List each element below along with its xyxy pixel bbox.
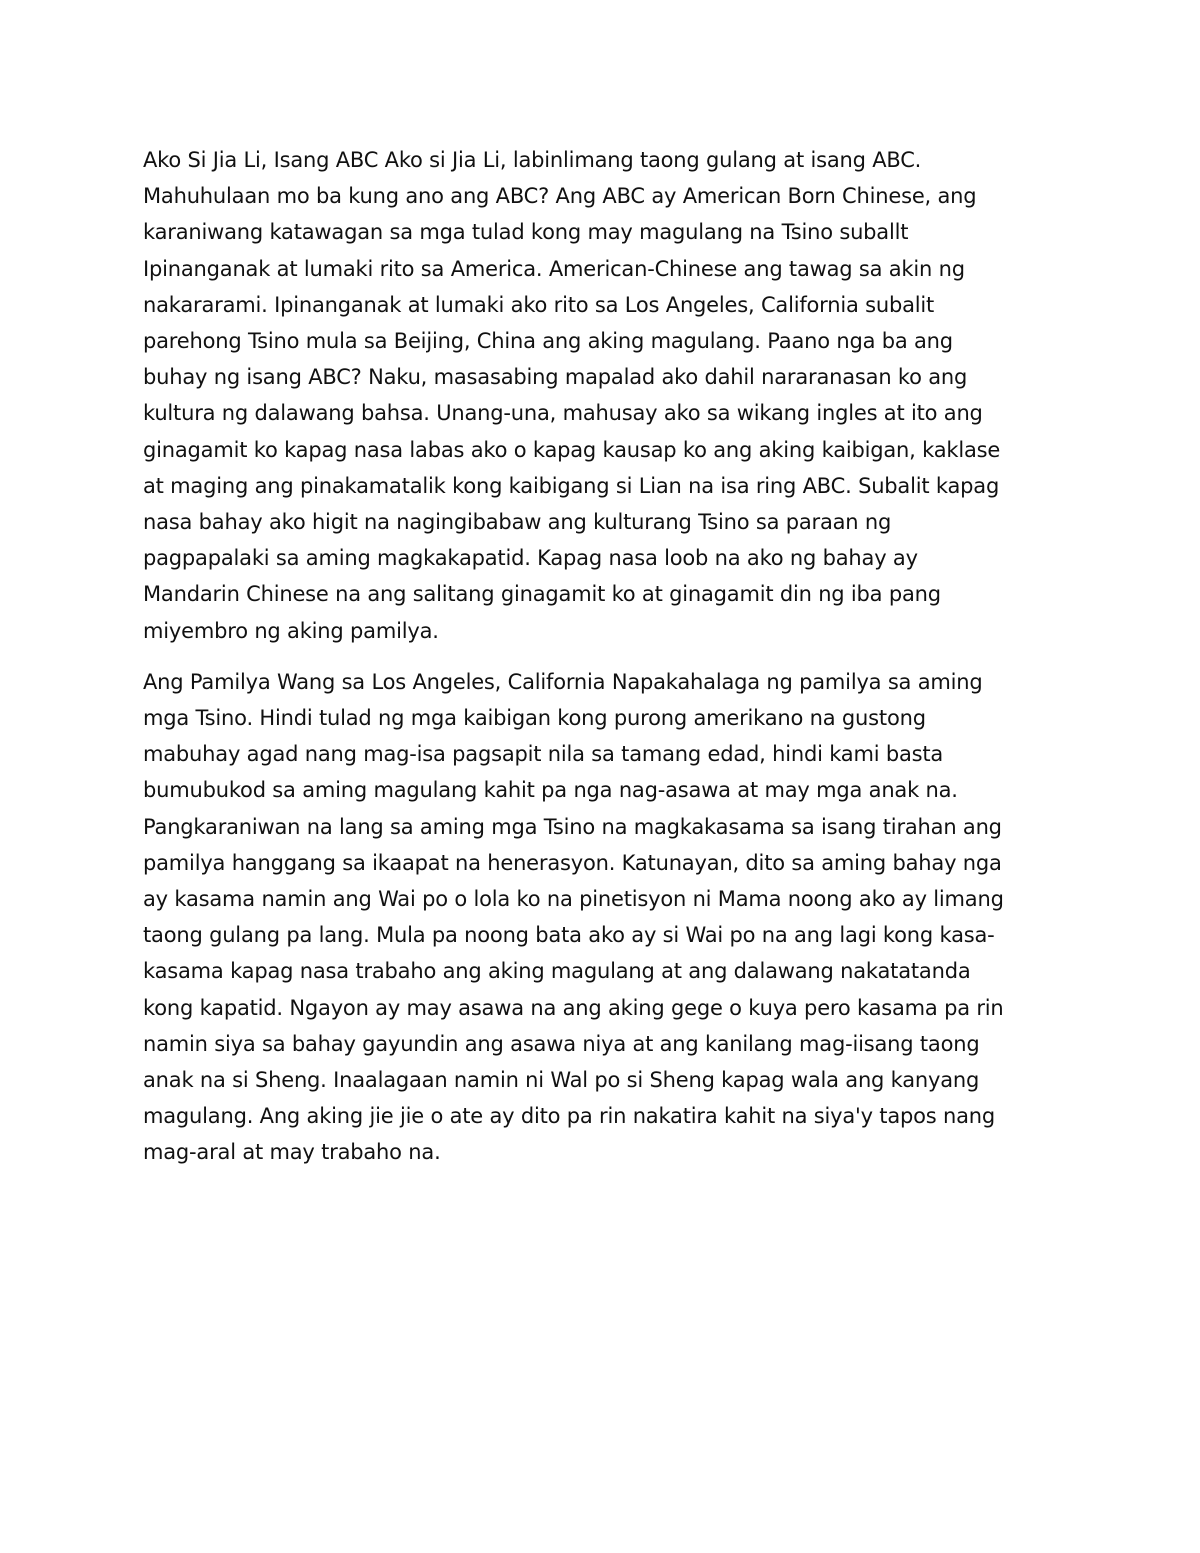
- text-line: at maging ang pinakamatalik kong kaibigang si Lian na isa ring ABC. Subalit kapag: [143, 473, 1000, 498]
- text-line: Ipinanganak at lumaki rito sa America. American-Chinese ang tawag sa akin ng: [143, 256, 965, 281]
- text-line: ginagamit ko kapag nasa labas ako o kapag kausap ko ang aking kaibigan, kaklase: [143, 437, 1001, 462]
- text-line: miyembro ng aking pamilya.: [143, 618, 439, 643]
- paragraph-intro: [143, 142, 1073, 649]
- text-line: taong gulang pa lang. Mula pa noong bata ako ay si Wai po na ang lagi kong kasa-: [143, 923, 995, 948]
- text-line: karaniwang katawagan sa mga tulad kong may magulang na Tsino suballt: [143, 220, 909, 245]
- text-line: kultura ng dalawang bahsa. Unang-una, mahusay ako sa wikang ingles at ito ang: [143, 401, 983, 426]
- text-line: anak na si Sheng. Inaalagaan namin ni Wal po si Sheng kapag wala ang kanyang: [143, 1068, 980, 1093]
- text-line: Pangkaraniwan na lang sa aming mga Tsino na magkakasama sa isang tirahan ang: [143, 814, 1002, 839]
- text-line: namin siya sa bahay gayundin ang asawa niya at ang kanilang mag-iisang taong: [143, 1031, 980, 1056]
- text-line: mga Tsino. Hindi tulad ng mga kaibigan kong purong amerikano na gustong: [143, 706, 926, 731]
- text-line: kasama kapag nasa trabaho ang aking magulang at ang dalawang nakatatanda: [143, 959, 971, 984]
- text-line: nakararami. Ipinanganak at lumaki ako rito sa Los Angeles, California subalit: [143, 292, 935, 317]
- text-line: buhay ng isang ABC? Naku, masasabing mapalad ako dahil nararanasan ko ang: [143, 365, 968, 390]
- text-line: nasa bahay ako higit na nagingibabaw ang kulturang Tsino sa paraan ng: [143, 510, 892, 535]
- text-line: Ako Si Jia Li, Isang ABC Ako si Jia Li, labinlimang taong gulang at isang ABC.: [143, 148, 922, 172]
- text-line: parehong Tsino mula sa Beijing, China ang aking magulang. Paano nga ba ang: [143, 329, 953, 354]
- text-line: magulang. Ang aking jie jie o ate ay dito pa rin nakatira kahit na siya'y tapos nang: [143, 1104, 996, 1129]
- text-line: ay kasama namin ang Wai po o lola ko na pinetisyon ni Mama noong ako ay limang: [143, 887, 1004, 912]
- text-line: Mandarin Chinese na ang salitang ginagamit ko at ginagamit din ng iba pang: [143, 582, 941, 607]
- document-body: [143, 142, 1073, 1171]
- text-line: mabuhay agad nang mag-isa pagsapit nila sa tamang edad, hindi kami basta: [143, 742, 944, 767]
- text-line: pagpapalaki sa aming magkakapatid. Kapag nasa loob na ako ng bahay ay: [143, 546, 918, 571]
- text-line: Mahuhulaan mo ba kung ano ang ABC? Ang ABC ay American Born Chinese, ang: [143, 184, 977, 209]
- text-line: kong kapatid. Ngayon ay may asawa na ang aking gege o kuya pero kasama pa rin: [143, 995, 1004, 1020]
- text-line: Ang Pamilya Wang sa Los Angeles, California Napakahalaga ng pamilya sa aming: [143, 669, 983, 694]
- text-line: pamilya hanggang sa ikaapat na henerasyon. Katunayan, dito sa aming bahay nga: [143, 850, 1002, 875]
- paragraph-family: [143, 664, 1073, 1171]
- text-line: mag-aral at may trabaho na.: [143, 1140, 441, 1165]
- text-line: bumubukod sa aming magulang kahit pa nga nag-asawa at may mga anak na.: [143, 778, 958, 803]
